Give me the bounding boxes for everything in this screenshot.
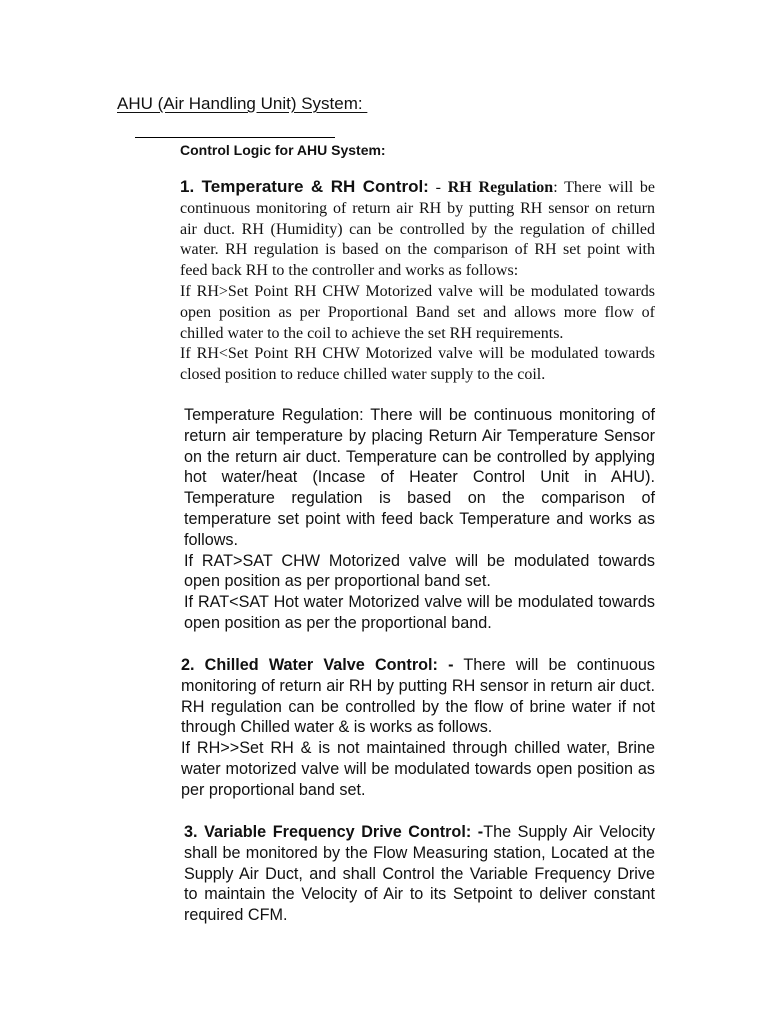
rh-regulation-label: RH Regulation	[447, 179, 554, 196]
vfd-text: The Supply Air Velocity shall be monitored by the Flow Measuring station, Located at the Supply Air Duct, and shall Control the Variable Frequency Drive to maintain the Velocity of Air to its Setpoint to deliver constant required CFM.	[184, 823, 655, 925]
brine-water-condition: If RH>>Set RH & is not maintained through chilled water, Brine water motorized valve will be modulated towards open position as per proportional band set.	[181, 739, 655, 799]
section-3-heading: 3. Variable Frequency Drive Control: -	[184, 823, 484, 841]
temperature-regulation-paragraph: Temperature Regulation: There will be continuous monitoring of return air temperature by placing Return Air Temperature Sensor on the return air duct. Temperature can be controlled by applying hot water/heat (Incase of Heater Control Unit in AHU). Temperature regulation is based on the comparison of temperature set point with feed back Temperature and works as follows.	[184, 406, 655, 549]
rh-low-condition: If RH<Set Point RH CHW Motorized valve will be modulated towards closed position to reduce chilled water supply to the coil.	[180, 345, 655, 384]
document-title: AHU (Air Handling Unit) System:	[117, 94, 368, 113]
rh-regulation-paragraph	[180, 176, 655, 282]
temperature-regulation-block	[184, 405, 655, 634]
rh-high-condition: If RH>Set Point RH CHW Motorized valve will be modulated towards open position as per Proportional Band set and allows more flow of chilled water to the coil to achieve the set RH requirements.	[180, 282, 655, 342]
chilled-water-paragraph	[181, 655, 655, 738]
vfd-paragraph	[184, 822, 655, 926]
chilled-water-text: There will be continuous monitoring of return air RH by putting RH sensor in return air duct. RH regulation can be controlled by the flow of brine water if not through Chilled water & is works as follows.	[181, 656, 655, 737]
heading-dash: -	[428, 179, 448, 196]
rat-high-condition: If RAT>SAT CHW Motorized valve will be modulated towards open position as per proportional band set.	[184, 551, 655, 591]
section-temperature-rh-control	[180, 176, 655, 386]
section-2-heading: 2. Chilled Water Valve Control: -	[181, 656, 454, 674]
section-subtitle: Control Logic for AHU System:	[180, 142, 386, 158]
title-rule	[135, 137, 335, 138]
section-chilled-water-valve-control	[181, 655, 655, 801]
rh-regulation-text: : There will be continuous monitoring of return air RH by putting RH sensor on return air duct. RH (Humidity) can be controlled by the regulation of chilled water. RH regulation is based on the comparison of RH set point with feed back RH to the controller and works as follows:	[180, 179, 656, 280]
rat-low-condition: If RAT<SAT Hot water Motorized valve will be modulated towards open position as per the proportional band.	[184, 593, 655, 632]
section-1-heading: 1. Temperature & RH Control:	[180, 177, 429, 196]
section-vfd-control	[184, 822, 655, 926]
